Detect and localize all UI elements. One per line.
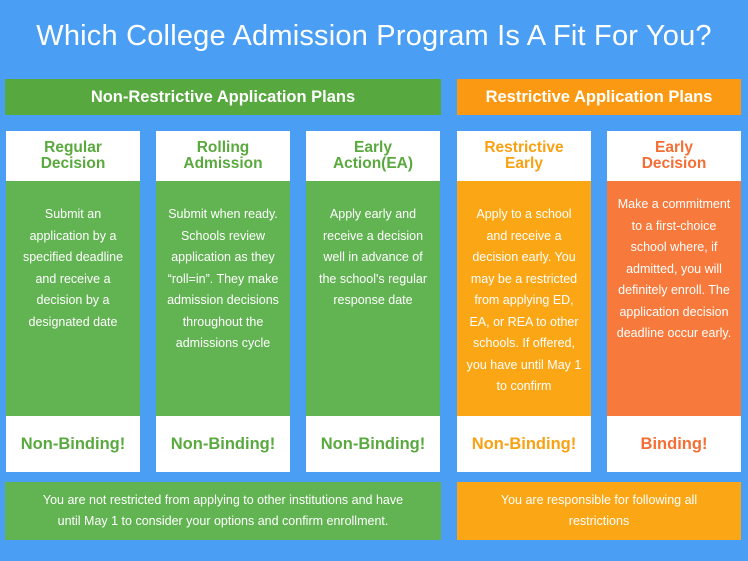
card-title-line: Early bbox=[505, 155, 543, 172]
description-line: definitely enroll. The bbox=[618, 283, 730, 297]
description-line: admission decisions bbox=[167, 293, 279, 307]
description-line: Make a commitment bbox=[617, 197, 731, 211]
card-title-line: Decision bbox=[641, 155, 707, 172]
card-title bbox=[457, 131, 591, 181]
description-line: deadline occur early. bbox=[616, 326, 732, 340]
description-line: application by a bbox=[29, 228, 117, 243]
binding-status: Binding! bbox=[607, 416, 741, 472]
description-line: throughout the bbox=[182, 314, 264, 329]
card-title bbox=[607, 131, 741, 181]
card-title-line: Rolling bbox=[196, 139, 250, 156]
card-description bbox=[607, 181, 741, 416]
description-line: Submit an bbox=[44, 207, 102, 221]
description-line: from applying ED, bbox=[474, 293, 574, 307]
page-title: Which College Admission Program Is A Fit For You? bbox=[36, 20, 712, 52]
note-line: You are responsible for following all bbox=[500, 493, 698, 507]
card-title-line: Admission bbox=[183, 155, 263, 172]
regular-decision-card bbox=[6, 131, 140, 472]
card-title-line: Early bbox=[655, 139, 693, 156]
description-line: well in advance of bbox=[323, 250, 423, 264]
card-title-line: Regular bbox=[44, 139, 102, 156]
description-line: you have until May 1 bbox=[466, 357, 582, 372]
restrictive-note bbox=[457, 482, 741, 540]
description-line: school where, if bbox=[630, 240, 718, 254]
description-line: Submit when ready. bbox=[168, 207, 278, 221]
description-line: application as they bbox=[171, 250, 275, 264]
description-line: admitted, you will bbox=[626, 261, 722, 276]
description-line: and receive a bbox=[35, 271, 111, 286]
description-line: to confirm bbox=[496, 379, 552, 393]
description-line: admissions cycle bbox=[175, 336, 271, 350]
description-line: receive a decision bbox=[322, 228, 424, 243]
description-line: to a first-choice bbox=[631, 218, 717, 233]
description-line: schools. If offered, bbox=[473, 336, 575, 350]
description-line: designated date bbox=[28, 314, 118, 329]
card-title-line: Action(EA) bbox=[332, 155, 414, 172]
restrictive-banner: Restrictive Application Plans bbox=[457, 79, 741, 115]
description-line: Apply early and bbox=[329, 207, 417, 221]
card-description bbox=[306, 181, 440, 416]
description-line: may be a restricted bbox=[470, 271, 578, 286]
card-title bbox=[306, 131, 440, 181]
rolling-admission-card bbox=[156, 131, 290, 472]
description-line: specified deadline bbox=[22, 250, 124, 264]
description-line: the school's regular bbox=[318, 271, 427, 286]
card-title-line: Early bbox=[354, 139, 392, 156]
binding-status: Non-Binding! bbox=[306, 416, 440, 472]
card-title bbox=[6, 131, 140, 181]
note-line: You are not restricted from applying to other institutions and have bbox=[42, 493, 404, 507]
description-line: application decision bbox=[619, 304, 729, 319]
early-decision-card bbox=[607, 131, 741, 472]
description-line: decision by a bbox=[36, 293, 110, 307]
card-description bbox=[457, 181, 591, 416]
description-line: Schools review bbox=[180, 228, 266, 243]
card-title-line: Decision bbox=[40, 155, 106, 172]
description-line: decision early. You bbox=[472, 250, 576, 264]
early-action-card bbox=[306, 131, 440, 472]
restrictive-early-card bbox=[457, 131, 591, 472]
description-line: “roll=in”. They make bbox=[167, 271, 279, 286]
card-title bbox=[156, 131, 290, 181]
note-line: restrictions bbox=[568, 514, 630, 528]
card-description bbox=[156, 181, 290, 416]
card-description bbox=[6, 181, 140, 416]
binding-status: Non-Binding! bbox=[6, 416, 140, 472]
description-line: EA, or REA to other bbox=[469, 314, 579, 329]
non-restrictive-note bbox=[5, 482, 441, 540]
binding-status: Non-Binding! bbox=[457, 416, 591, 472]
non-restrictive-banner: Non-Restrictive Application Plans bbox=[5, 79, 441, 115]
description-line: and receive a bbox=[486, 228, 562, 243]
note-line: until May 1 to consider your options and confirm enrollment. bbox=[57, 514, 389, 528]
card-title-line: Restrictive bbox=[484, 139, 564, 156]
description-line: Apply to a school bbox=[476, 207, 572, 221]
binding-status: Non-Binding! bbox=[156, 416, 290, 472]
description-line: response date bbox=[333, 293, 413, 307]
